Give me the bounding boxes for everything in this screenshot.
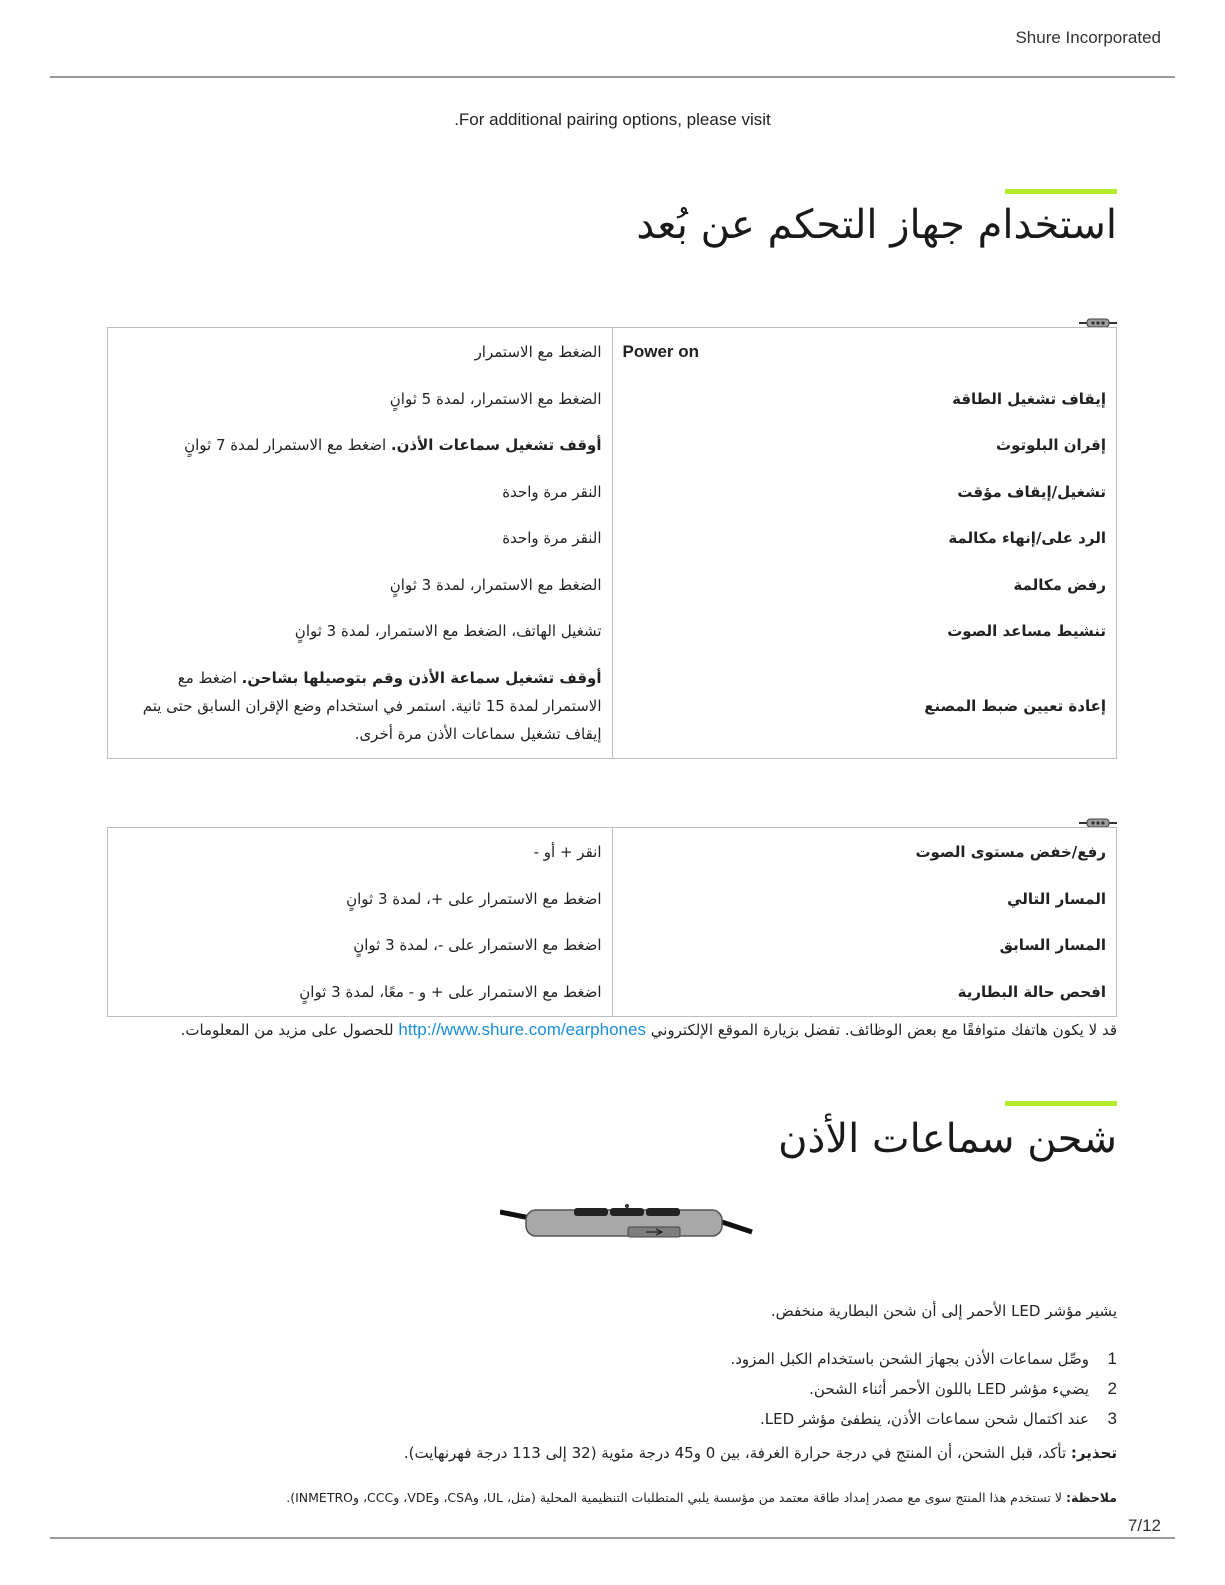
control-name: المسار السابق (999, 936, 1106, 954)
charging-case-illustration (500, 1200, 755, 1248)
control-action: اضغط مع الاستمرار على -، لمدة 3 ثوانٍ (353, 936, 602, 954)
control-action: تشغيل الهاتف، الضغط مع الاستمرار، لمدة 3 ثوانٍ (294, 622, 602, 640)
step-number: 3 (1107, 1409, 1117, 1428)
control-action-bold: أوقف تشغيل سماعات الأذن. (390, 436, 602, 454)
note-label: ملاحظة: (1066, 1490, 1117, 1505)
list-item (730, 1344, 1117, 1374)
step-number: 2 (1107, 1379, 1117, 1398)
remote-controls-table (107, 327, 1117, 759)
control-action: النقر مرة واحدة (502, 529, 602, 547)
shure-earphones-link[interactable]: http://www.shure.com/earphones (398, 1020, 646, 1039)
control-name: المسار التالي (1007, 889, 1106, 908)
action-cells (108, 328, 613, 759)
control-cells (612, 328, 1116, 759)
control-action: اضغط مع الاستمرار لمدة 7 ثوانٍ (184, 436, 391, 454)
control-name: تنشيط مساعد الصوت (947, 622, 1106, 640)
note-text: لا تستخدم هذا المنتج سوى مع مصدر إمداد طاقة معتمد من مؤسسة يلبي المتطلبات التنظيمية المحلية (مثل، UL، وCSA، وVDE، وCCC، وINMETRO). (286, 1490, 1066, 1505)
company-name: Shure Incorporated (1015, 28, 1161, 47)
step-number: 1 (1107, 1349, 1117, 1368)
warning-label: تحذير: (1070, 1444, 1117, 1462)
list-item (730, 1374, 1117, 1404)
control-action-bold: أوقف تشغيل سماعة الأذن وقم بتوصيلها بشاحن. (241, 668, 602, 687)
list-item (730, 1404, 1117, 1434)
control-action-group (118, 664, 602, 748)
control-name: Power on (622, 342, 700, 361)
control-cells (612, 828, 1117, 1017)
led-indicator-note: يشير مؤشر LED الأحمر إلى أن شحن البطارية منخفض. (770, 1302, 1117, 1320)
control-action: اضغط مع الاستمرار على + و - معًا، لمدة 3 ثوانٍ (299, 982, 602, 1001)
control-action: النقر مرة واحدة (502, 482, 602, 501)
step-text: وصِّل سماعات الأذن بجهاز الشحن باستخدام الكبل المزود. (730, 1350, 1089, 1368)
volume-controls-table (107, 827, 1117, 1017)
control-action: انقر + أو - (533, 843, 602, 861)
warning-text: تأكد، قبل الشحن، أن المنتج في درجة حرارة الغرفة، بين 0 و45 درجة مئوية (32 إلى 113 درجة فهرنهايت). (403, 1444, 1071, 1462)
compat-text: للحصول على مزيد من المعلومات. (180, 1021, 399, 1039)
power-supply-note (286, 1490, 1117, 1505)
control-action: الضغط مع الاستمرار، لمدة 3 ثوانٍ (389, 575, 602, 594)
control-name: إعادة تعيين ضبط المصنع (924, 696, 1106, 715)
control-action: اضغط مع الاستمرار لمدة 15 ثانية. استمر في استخدام وضع الإقران السابق حتى يتم إيقاف تشغيل سماعات الأذن مرة أخرى. (142, 668, 602, 743)
control-name: الرد على/إنهاء مكالمة (948, 529, 1106, 547)
control-name: تشغيل/إيقاف مؤقت (957, 482, 1106, 501)
step-text: عند اكتمال شحن سماعات الأذن، ينطفئ مؤشر LED. (760, 1410, 1089, 1428)
action-cells (108, 828, 613, 1017)
control-action: اضغط مع الاستمرار على +، لمدة 3 ثوانٍ (346, 889, 602, 908)
footer-rule (50, 1537, 1175, 1539)
control-name: افحص حالة البطارية (957, 982, 1106, 1001)
control-action: الضغط مع الاستمرار (474, 343, 602, 361)
control-name: إيقاف تشغيل الطاقة (952, 389, 1106, 408)
control-action: الضغط مع الاستمرار، لمدة 5 ثوانٍ (389, 389, 602, 408)
control-name: رفع/خفض مستوى الصوت (915, 843, 1106, 861)
step-text: يضيء مؤشر LED باللون الأحمر أثناء الشحن. (809, 1380, 1089, 1398)
section-title-charging: شحن سماعات الأذن (778, 1116, 1117, 1162)
header-rule (50, 76, 1175, 78)
control-action-group (118, 431, 602, 478)
compatibility-note (107, 1020, 1117, 1040)
warning-note (404, 1444, 1117, 1462)
section-accent-bar (1005, 189, 1117, 194)
section-title-remote: استخدام جهاز التحكم عن بُعد (636, 202, 1117, 248)
table-row (108, 828, 1117, 1017)
charging-steps (730, 1344, 1117, 1434)
pairing-note: .For additional pairing options, please visit (454, 110, 771, 129)
section-accent-bar (1005, 1101, 1117, 1106)
control-name: إقران البلوتوث (996, 436, 1106, 454)
table-row (108, 328, 1117, 759)
control-name: رفض مكالمة (1013, 575, 1106, 594)
compat-text: قد لا يكون هاتفك متوافقًا مع بعض الوظائف. تفضل بزيارة الموقع الإلكتروني (645, 1021, 1117, 1039)
page-number: 7/12 (1127, 1516, 1161, 1535)
